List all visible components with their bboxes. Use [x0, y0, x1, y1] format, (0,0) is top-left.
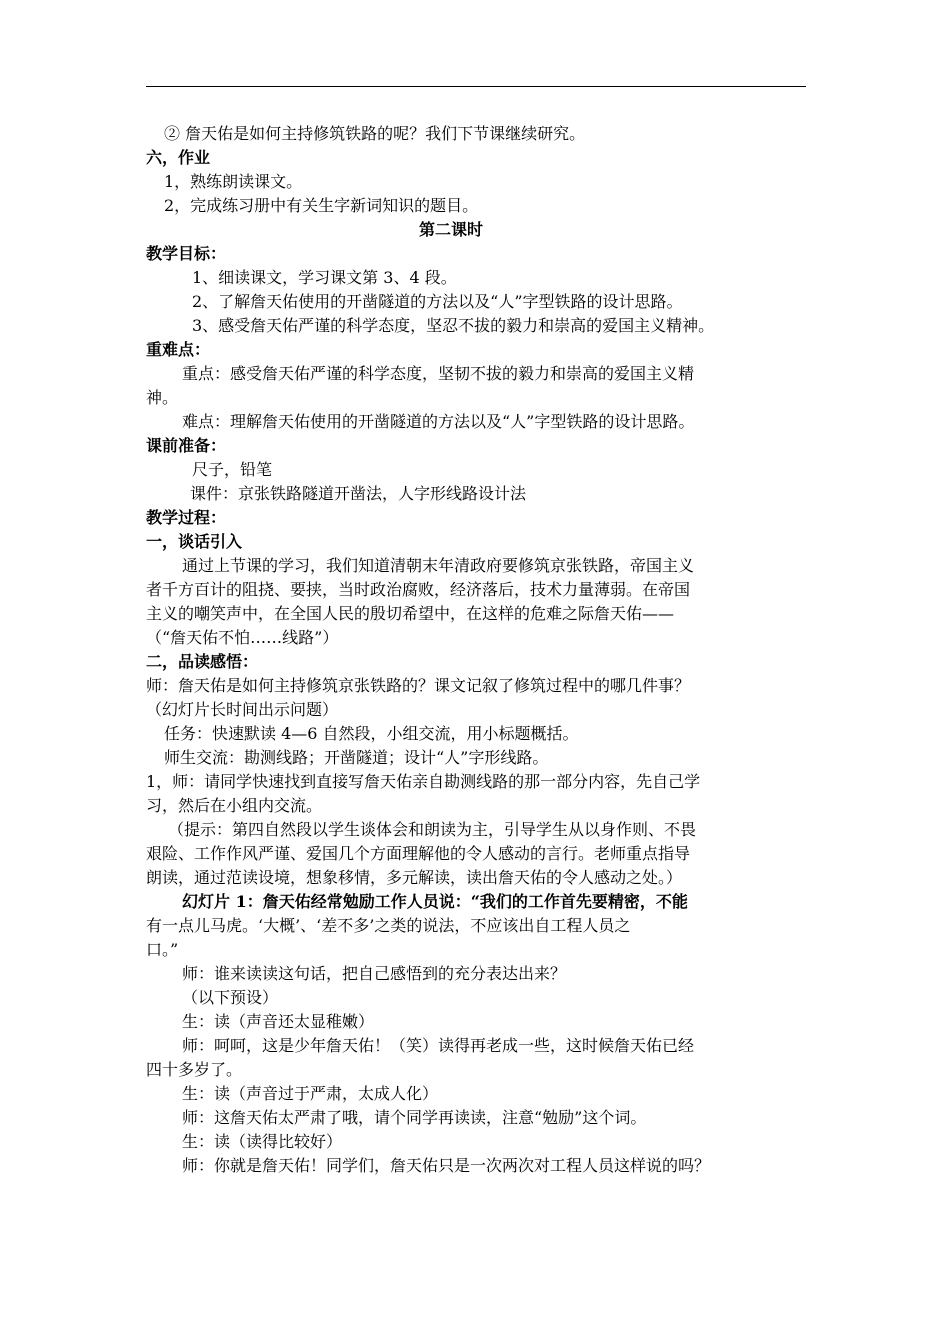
text-line: 主义的嘲笑声中，在全国人民的殷切希望中，在这样的危难之际詹天佑—— [146, 604, 675, 623]
text-line: 朗读，通过范读设境，想象移情，多元解读，读出詹天佑的令人感动之处。） [146, 868, 683, 887]
section-heading: 教学目标： [146, 244, 227, 263]
section-heading: 二，品读感悟： [146, 652, 259, 671]
text-line: 师：谁来读读这句话，把自己感悟到的充分表达出来？ [182, 964, 567, 983]
text-line: 1、细读课文，学习课文第 3、4 段。 [192, 268, 457, 287]
header-rule [146, 86, 806, 87]
text-line: 1，熟练朗读课文。 [164, 172, 303, 191]
text-line: 有一点儿马虎。‘大概’、‘差不多’之类的说法，不应该出自工程人员之 [146, 916, 631, 935]
section-heading: 教学过程： [146, 508, 227, 527]
text-line: 神。 [146, 388, 179, 407]
text-line: 四十多岁了。 [146, 1060, 243, 1079]
section-heading: 重难点： [146, 340, 211, 359]
text-line: 2，完成练习册中有关生字新词知识的题目。 [164, 196, 479, 215]
text-line: （以下预设） [182, 988, 279, 1007]
text-line: 生：读（声音过于严肃，太成人化） [182, 1084, 439, 1103]
text-line: （提示：第四自然段以学生谈体会和朗读为主，引导学生从以身作则、不畏 [168, 820, 697, 839]
text-line: 习，然后在小组内交流。 [146, 796, 323, 815]
text-line: 生：读（读得比较好） [182, 1132, 343, 1151]
text-line: 艰险、工作作风严谨、爱国几个方面理解他的令人感动的言行。老师重点指导 [146, 844, 691, 863]
text-line: 师：你就是詹天佑！同学们，詹天佑只是一次两次对工程人员这样说的吗？ [182, 1156, 711, 1175]
section-heading: 六，作业 [146, 148, 211, 167]
text-line: 师生交流：勘测线路；开凿隧道；设计“人”字形线路。 [164, 748, 549, 767]
text-line: 重点：感受詹天佑严谨的科学态度，坚韧不拔的毅力和崇高的爱国主义精 [182, 364, 695, 383]
text-line: 生：读（声音还太显稚嫩） [182, 1012, 375, 1031]
text-line: （幻灯片长时间出示问题） [146, 700, 339, 719]
text-line: 尺子，铅笔 [192, 460, 273, 479]
text-line: 师：詹天佑是如何主持修筑京张铁路的？课文记叙了修筑过程中的哪几件事？ [146, 676, 691, 695]
text-line: 师：这詹天佑太严肃了哦，请个同学再读读，注意“勉励”这个词。 [182, 1108, 647, 1127]
text-line: 1，师：请同学快速找到直接写詹天佑亲自勘测线路的那一部分内容，先自己学 [146, 772, 701, 791]
text-line: 者千方百计的阻挠、要挟，当时政治腐败，经济落后，技术力量薄弱。在帝国 [146, 580, 691, 599]
text-line: 课件：京张铁路隧道开凿法，人字形线路设计法 [190, 484, 527, 503]
section-heading: 课前准备： [146, 436, 227, 455]
text-line: 2、了解詹天佑使用的开凿隧道的方法以及“人”字型铁路的设计思路。 [192, 292, 683, 311]
text-line: 幻灯片 1：詹天佑经常勉励工作人员说：“我们的工作首先要精密，不能 [182, 892, 688, 911]
section-heading: 一，谈话引入 [146, 532, 243, 551]
text-line: 通过上节课的学习，我们知道清朝末年清政府要修筑京张铁路，帝国主义 [182, 556, 695, 575]
document-body [146, 122, 826, 1178]
text-line: 口。” [146, 940, 179, 959]
text-line: （“詹天佑不怕……线路”） [146, 628, 339, 647]
text-line: 任务：快速默读 4—6 自然段，小组交流，用小标题概括。 [164, 724, 579, 743]
text-line: 难点：理解詹天佑使用的开凿隧道的方法以及“人”字型铁路的设计思路。 [182, 412, 695, 431]
text-line: 3、感受詹天佑严谨的科学态度，坚忍不拔的毅力和崇高的爱国主义精神。 [192, 316, 715, 335]
lesson-title: 第二课时 [418, 220, 483, 239]
text-line: ② 詹天佑是如何主持修筑铁路的呢？我们下节课继续研究。 [164, 124, 586, 143]
text-line: 师：呵呵，这是少年詹天佑！（笑）读得再老成一些，这时候詹天佑已经 [182, 1036, 695, 1055]
